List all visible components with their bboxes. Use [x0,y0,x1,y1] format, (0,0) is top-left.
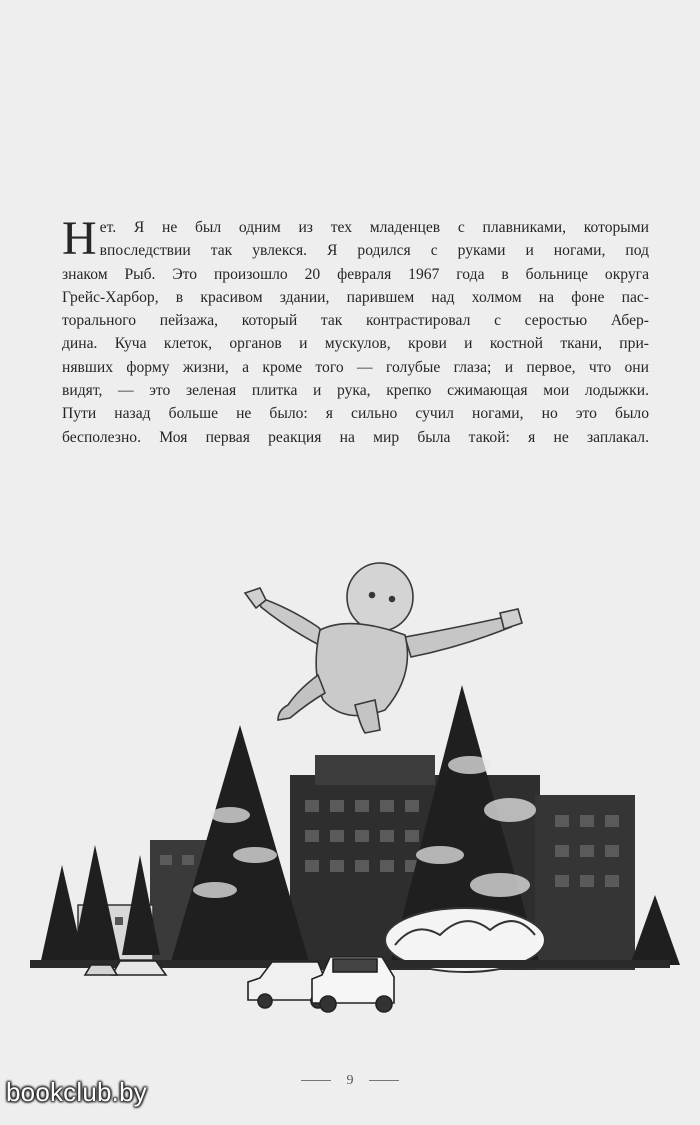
illustration-flying-baby-over-hospital [0,555,700,1025]
text-line: ет. Я не был одним из тех младенцев с плавниками, которыми [99,219,649,236]
divider [301,1080,331,1081]
site-watermark: bookclub.by [6,1077,147,1107]
text-line: Пути назад больше не было: я сильно сучил ногами, но это было [62,405,649,423]
text-line: бесполезно. Моя первая реакция на мир была такой: я не заплакал. [62,428,649,446]
text-line: Грейс-Харбор, в красивом здании, парившем над холмом на фоне пас- [62,288,649,306]
text-line: впоследствии так увлекся. Я родился с руками и ногами, под [99,242,649,260]
text-line: видят, — это зеленая плитка и рука, крепко сжимающая мои лодыжки. [62,382,649,400]
page-number: 9 [346,1073,354,1088]
drop-cap: Н [62,212,97,265]
text-line: дина. Куча клеток, органов и мускулов, крови и костной ткани, при- [62,335,649,353]
paragraph [62,212,649,449]
body-text [62,212,649,449]
divider [369,1080,399,1081]
hospital-building [78,755,635,970]
text-line: торального пейзажа, который так контрастировал с серостью Абер- [62,312,649,330]
text-line: нявших форму жизни, а кроме того — голубые глаза; и первое, что они [62,358,649,376]
flying-baby [245,563,522,733]
text-line: знаком Рыб. Это произошло 20 февраля 1967 года в больнице округа [62,265,649,283]
